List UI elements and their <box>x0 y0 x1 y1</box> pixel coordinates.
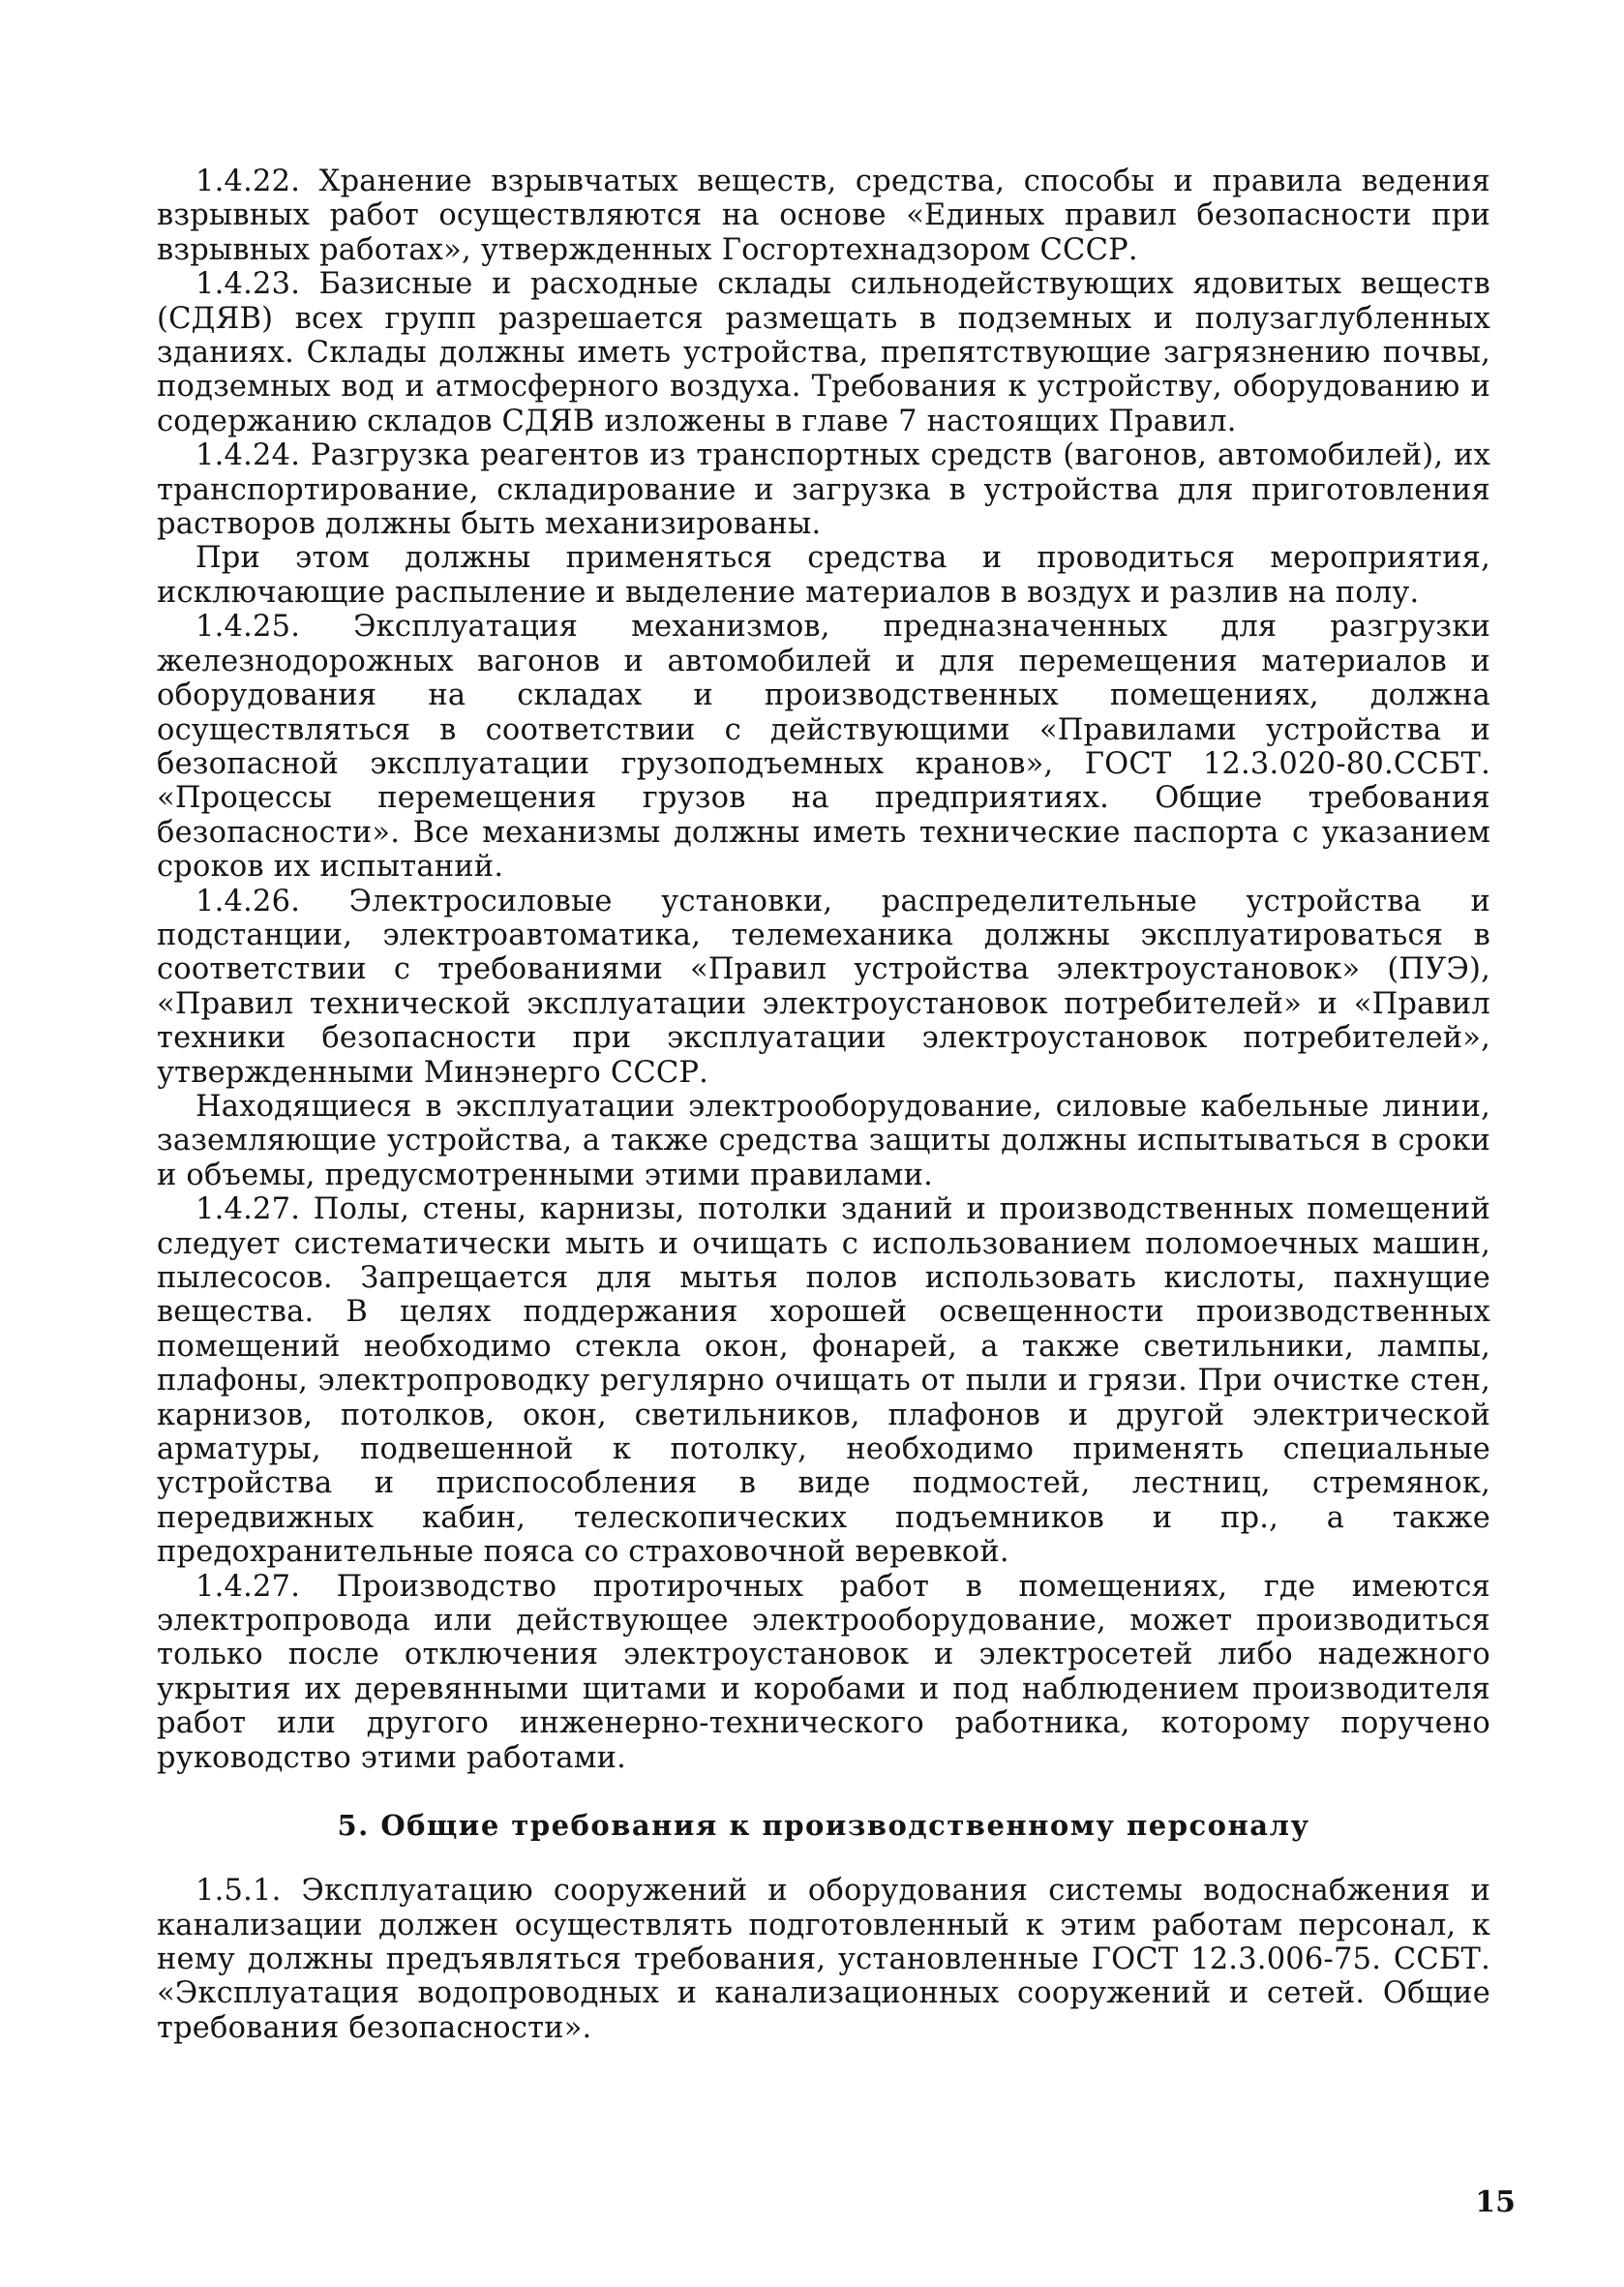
paragraph-1-4-23: 1.4.23. Базисные и расходные склады сильнодействующих ядовитых веществ (СДЯВ) всех групп разрешается размещать в подземных и полузаглубленных зданиях. Склады должны иметь устройства, препятствующие загрязнению почвы, подземных вод и атмосферного воздуха. Требования к устройству, оборудованию и содержанию складов СДЯВ изложены в главе 7 настоящих Правил. <box>157 267 1490 438</box>
paragraph-1-4-24-cont: При этом должны применяться средства и проводиться мероприятия, исключающие распыление и выделение материалов в воздух и разлив на полу. <box>157 541 1490 610</box>
paragraph-1-4-24: 1.4.24. Разгрузка реагентов из транспортных средств (вагонов, автомобилей), их транспортирование, складирование и загрузка в устройства для приготовления растворов должны быть механизированы. <box>157 438 1490 542</box>
page-number: 15 <box>1475 2185 1516 2219</box>
paragraph-1-4-26-cont: Находящиеся в эксплуатации электрооборудование, силовые кабельные линии, заземляющие устройства, а также средства защиты должны испытываться в сроки и объемы, предусмотренными этими правилами. <box>157 1089 1490 1192</box>
paragraph-1-4-22: 1.4.22. Хранение взрывчатых веществ, средства, способы и правила ведения взрывных работ осуществляются на основе «Единых правил безопасности при взрывных работах», утвержденных Госгортехнадзором СССР. <box>157 165 1490 267</box>
paragraph-1-5-1: 1.5.1. Эксплуатацию сооружений и оборудования системы водоснабжения и канализации должен осуществлять подготовленный к этим работам персонал, к нему должны предъявляться требования, установленные ГОСТ 12.3.006-75. ССБТ. «Эксплуатация водопроводных и канализационных сооружений и сетей. Общие требования безопасности». <box>157 1874 1490 2045</box>
paragraph-1-4-25: 1.4.25. Эксплуатация механизмов, предназначенных для разгрузки железнодорожных вагонов и автомобилей и для перемещения материалов и оборудования на складах и производственных помещениях, должна осуществляться в соответствии с действующими «Правилами устройства и безопасной эксплуатации грузоподъемных кранов», ГОСТ 12.3.020-80.ССБТ. «Процессы перемещения грузов на предприятиях. Общие требования безопасности». Все механизмы должны иметь технические паспорта с указанием сроков их испытаний. <box>157 610 1490 885</box>
paragraph-1-4-27-b: 1.4.27. Производство протирочных работ в помещениях, где имеются электропровода или действующее электрооборудование, может производиться только после отключения электроустановок и электросетей либо надежного укрытия их деревянными щитами и коробами и под наблюдением производителя работ или другого инженерно-технического работника, которому поручено руководство этими работами. <box>157 1569 1490 1775</box>
document-page <box>157 165 1490 2045</box>
paragraph-1-4-26: 1.4.26. Электросиловые установки, распределительные устройства и подстанции, электроавтоматика, телемеханика должны эксплуатироваться в соответствии с требованиями «Правил устройства электроустановок» (ПУЭ), «Правил технической эксплуатации электроустановок потребителей» и «Правил техники безопасности при эксплуатации электроустановок потребителей», утвержденными Минэнерго СССР. <box>157 884 1490 1090</box>
section-heading: 5. Общие требования к производственному персоналу <box>337 1809 1310 1843</box>
paragraph-1-4-27-a: 1.4.27. Полы, стены, карнизы, потолки зданий и производственных помещений следует систематически мыть и очищать с использованием поломоечных машин, пылесосов. Запрещается для мытья полов использовать кислоты, пахнущие вещества. В целях поддержания хорошей освещенности производственных помещений необходимо стекла окон, фонарей, а также светильники, лампы, плафоны, электропроводку регулярно очищать от пыли и грязи. При очистке стен, карнизов, потолков, окон, светильников, плафонов и другой электрической арматуры, подвешенной к потолку, необходимо применять специальные устройства и приспособления в виде подмостей, лестниц, стремянок, передвижных кабин, телескопических подъемников и пр., а также предохранительные пояса со страховочной веревкой. <box>157 1192 1490 1570</box>
